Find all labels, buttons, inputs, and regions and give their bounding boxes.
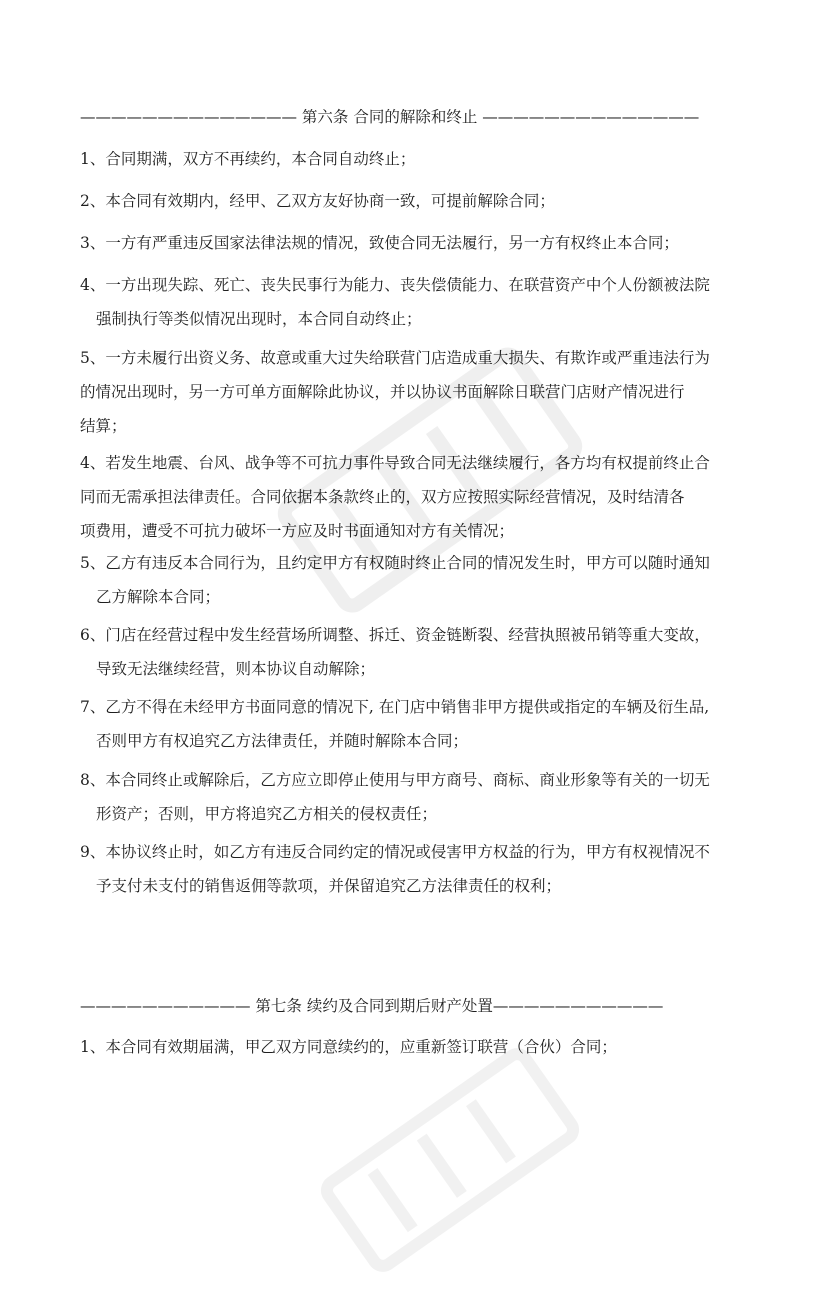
clause-line: 6、门店在经营过程中发生经营场所调整、拆迁、资金链断裂、经营执照被吊销等重大变故， bbox=[80, 626, 710, 644]
clause-line: 乙方解除本合同； bbox=[96, 588, 221, 606]
clause-item bbox=[80, 268, 760, 336]
clause-line: 否则甲方有权追究乙方法律责任，并随时解除本合同； bbox=[96, 732, 469, 750]
clause-line: 予支付未支付的销售返佣等款项，并保留追究乙方法律责任的权利； bbox=[96, 877, 562, 895]
clause-line: 5、乙方有违反本合同行为，且约定甲方有权随时终止合同的情况发生时，甲方可以随时通知 bbox=[80, 554, 710, 572]
section-7-heading: ——————————— 第七条 续约及合同到期后财产处置——————————— bbox=[80, 997, 664, 1015]
clause-item bbox=[80, 618, 760, 686]
clause-item bbox=[80, 546, 760, 614]
clause-line: 项费用，遭受不可抗力破坏一方应及时书面通知对方有关情况； bbox=[80, 522, 515, 540]
clause-line: 的情况出现时，另一方可单方面解除此协议，并以协议书面解除日联营门店财产情况进行 bbox=[80, 383, 685, 401]
clause-line: 4、一方出现失踪、死亡、丧失民事行为能力、丧失偿债能力、在联营资产中个人份额被法院 bbox=[80, 276, 710, 294]
clause-item bbox=[80, 763, 760, 831]
clause-line: 2、本合同有效期内，经甲、乙双方友好协商一致，可提前解除合同； bbox=[80, 192, 555, 210]
clause-line: 形资产；否则，甲方将追究乙方相关的侵权责任； bbox=[96, 805, 438, 823]
clause-line: 强制执行等类似情况出现时，本合同自动终止； bbox=[96, 310, 422, 328]
clause-item bbox=[80, 142, 760, 176]
clause-item bbox=[80, 835, 760, 903]
clause-line: 1、合同期满，双方不再续约，本合同自动终止； bbox=[80, 150, 416, 168]
clause-line: 结算； bbox=[80, 417, 127, 435]
clause-item bbox=[80, 1030, 760, 1064]
clause-item bbox=[80, 690, 760, 758]
clause-line: 4、若发生地震、台风、战争等不可抗力事件导致合同无法继续履行，各方均有权提前终止合 bbox=[80, 454, 710, 472]
clause-item bbox=[80, 446, 760, 548]
clause-line: 同而无需承担法律责任。合同依据本条款终止的，双方应按照实际经营情况，及时结清各 bbox=[80, 488, 685, 506]
clause-item bbox=[80, 184, 760, 218]
clause-line: 5、一方未履行出资义务、故意或重大过失给联营门店造成重大损失、有欺诈或严重违法行为 bbox=[80, 349, 710, 367]
clause-line: 7、乙方不得在未经甲方书面同意的情况下, 在门店中销售非甲方提供或指定的车辆及衍生品, bbox=[80, 698, 710, 716]
clause-line: 9、本协议终止时，如乙方有违反合同约定的情况或侵害甲方权益的行为，甲方有权视情况不 bbox=[80, 843, 710, 861]
clause-item bbox=[80, 226, 760, 260]
clause-line: 1、本合同有效期届满，甲乙双方同意续约的，应重新签订联营（合伙）合同； bbox=[80, 1038, 617, 1056]
clause-line: 8、本合同终止或解除后，乙方应立即停止使用与甲方商号、商标、商业形象等有关的一切无 bbox=[80, 771, 710, 789]
clause-line: 3、一方有严重违反国家法律法规的情况，致使合同无法履行，另一方有权终止本合同； bbox=[80, 234, 679, 252]
clause-item bbox=[80, 341, 760, 443]
clause-line: 导致无法继续经营，则本协议自动解除； bbox=[96, 660, 376, 678]
section-6-heading: —————————————— 第六条 合同的解除和终止 —————————————— bbox=[80, 108, 700, 126]
